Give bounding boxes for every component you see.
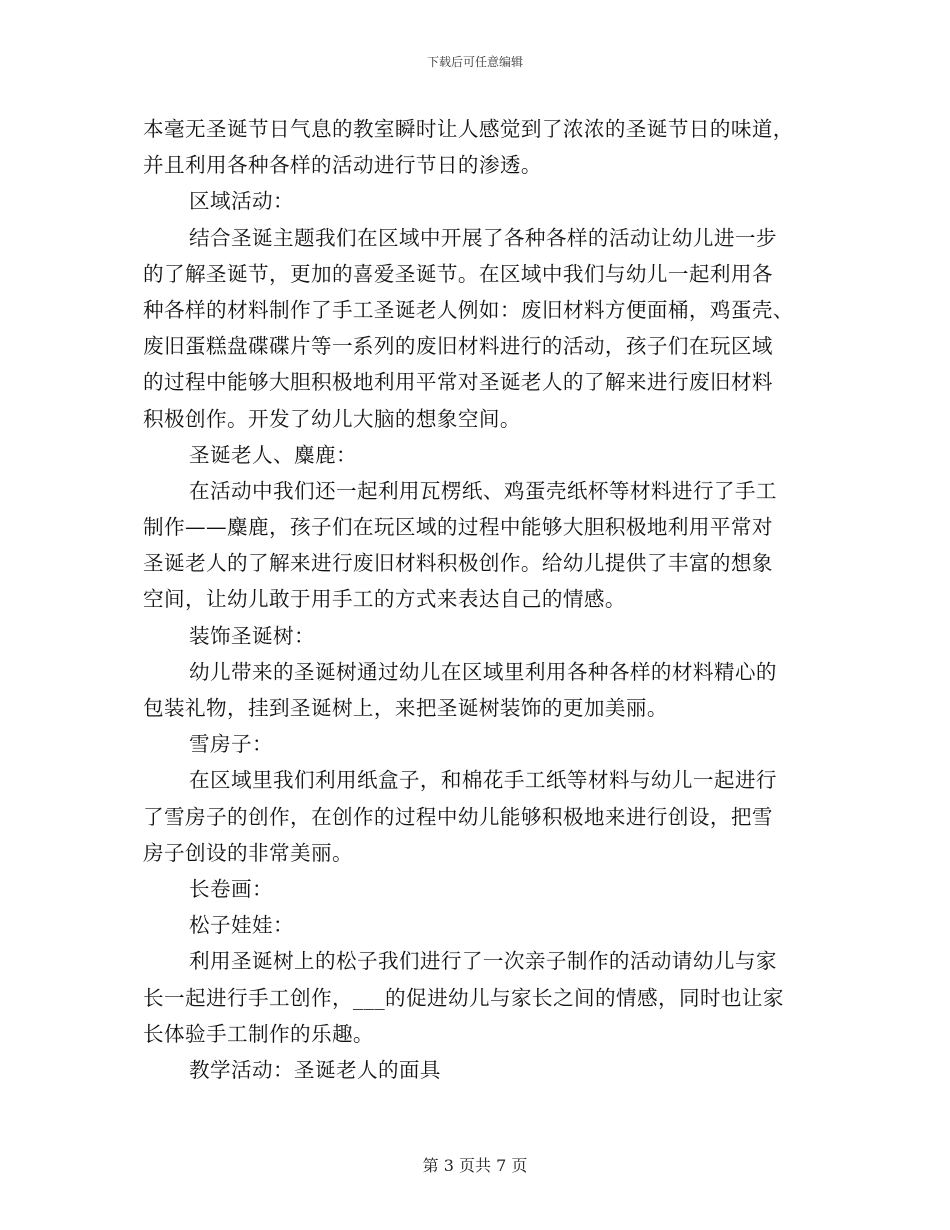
section-heading: 区域活动：: [189, 189, 294, 214]
page-number: 第 3 页共 7 页: [422, 1156, 528, 1175]
text-line: 空间，让幼儿敢于用手工的方式来表达自己的情感。: [143, 587, 626, 612]
text-line: 废旧蛋糕盘碟碟片等一系列的废旧材料进行的活动，孩子们在玩区域: [143, 334, 773, 359]
section-heading: 雪房子：: [189, 732, 273, 757]
text-line: 本毫无圣诞节日气息的教室瞬时让人感觉到了浓浓的圣诞节日的味道，: [143, 117, 794, 141]
section-heading: 松子娃娃：: [189, 913, 294, 938]
text-line: 利用圣诞树上的松子我们进行了一次亲子制作的活动请幼儿与家: [189, 949, 777, 974]
text-line: 在区域里我们利用纸盒子，和棉花手工纸等材料与幼儿一起进行: [189, 768, 777, 793]
text-line: 长一起进行手工创作，___的促进幼儿与家长之间的情感，同时也让家: [143, 985, 784, 1010]
text-line: 的了解圣诞节，更加的喜爱圣诞节。在区域中我们与幼儿一起利用各: [143, 261, 773, 286]
text-line: 积极创作。开发了幼儿大脑的想象空间。: [143, 406, 521, 431]
text-line: 长体验手工制作的乐趣。: [143, 1021, 374, 1046]
text-line: 了雪房子的创作，在创作的过程中幼儿能够积极地来进行创设，把雪: [143, 804, 773, 829]
document-body: [143, 111, 807, 1088]
text-line: 的过程中能够大胆积极地利用平常对圣诞老人的了解来进行废旧材料: [143, 370, 773, 395]
text-line: 圣诞老人的了解来进行废旧材料积极创作。给幼儿提供了丰富的想象: [143, 551, 773, 576]
text-line: 制作——麋鹿，孩子们在玩区域的过程中能够大胆积极地利用平常对: [143, 515, 773, 540]
text-line: 结合圣诞主题我们在区域中开展了各种各样的活动让幼儿进一步: [189, 225, 777, 250]
section-heading: 圣诞老人、麋鹿：: [189, 442, 357, 467]
text-line: 种各样的材料制作了手工圣诞老人例如：废旧材料方便面桶，鸡蛋壳、: [143, 297, 794, 322]
section-heading: 长卷画：: [189, 876, 273, 901]
section-heading: 装饰圣诞树：: [189, 623, 315, 648]
text-line: 包装礼物，挂到圣诞树上，来把圣诞树装饰的更加美丽。: [143, 696, 668, 720]
text-line: 房子创设的非常美丽。: [143, 840, 353, 865]
text-line: 并且利用各种各样的活动进行节日的渗透。: [143, 153, 542, 178]
text-line: 幼儿带来的圣诞树通过幼儿在区域里利用各种各样的材料精心的: [189, 659, 777, 684]
section-heading: 教学活动：圣诞老人的面具: [189, 1057, 441, 1082]
text-line: 在活动中我们还一起利用瓦楞纸、鸡蛋壳纸杯等材料进行了手工: [189, 478, 777, 503]
page-header-note: 下载后可任意编辑: [426, 55, 523, 69]
